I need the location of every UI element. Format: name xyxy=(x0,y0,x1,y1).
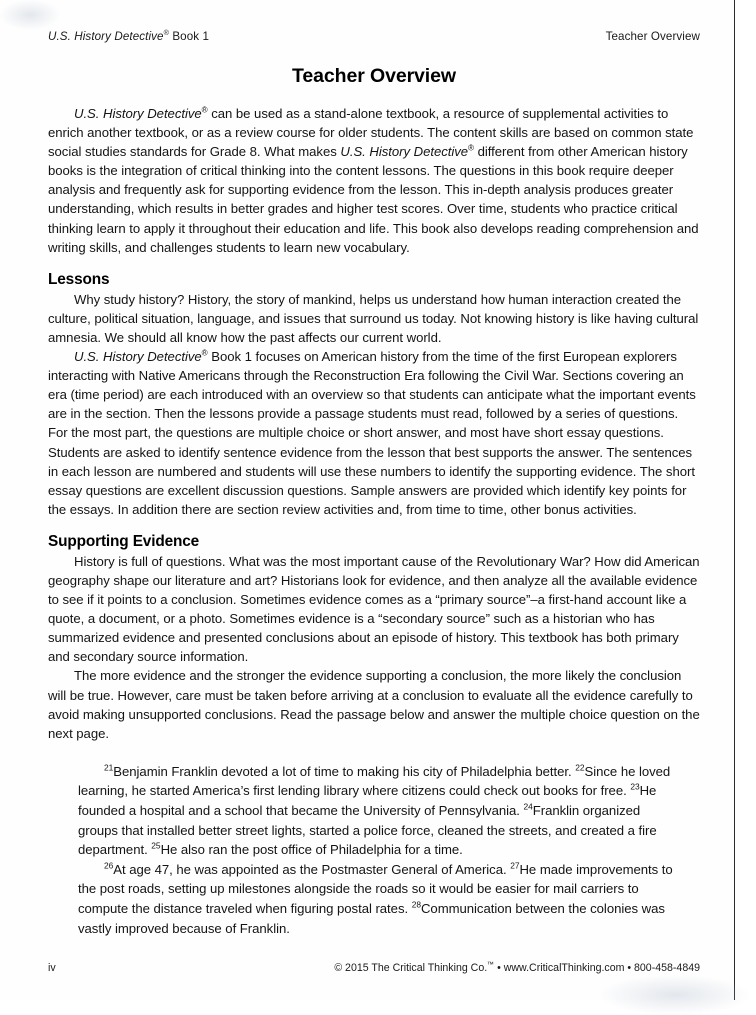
lessons-paragraph-2-text: Book 1 focuses on American history from the time of the first European explorers interacting with Native Americans through the Reconstruction Era following the Civil War. Sections covering an era (time period) are each introduced with an overview so that students can anticipate what the important events are in the section. Then the lessons provide a passage students must read, followed by a series of questions. For the most part, the questions are multiple choice or short answer, and most have short essay questions. Students are asked to identify sentence evidence from the lesson that best supports the answer. The sentences in each lesson are numbered and students will use these numbers to identify the supporting evidence. The short essay questions are excellent discussion questions. Sample answers are provided which identify key points for the essays. In addition there are section review activities and, from time to time, other bonus activities. xyxy=(48,349,696,517)
sentence-text: At age 47, he was appointed as the Postmaster General of America. xyxy=(113,861,511,877)
sentence-text: Benjamin Franklin devoted a lot of time to making his city of Philadelphia better. xyxy=(113,763,576,779)
passage-paragraph-1 xyxy=(78,762,678,860)
running-head-book-title: U.S. History Detective xyxy=(48,30,164,43)
reading-passage xyxy=(78,762,678,938)
intro-paragraph xyxy=(48,104,700,257)
intro-section xyxy=(48,104,700,257)
registered-mark-icon: ® xyxy=(163,28,169,38)
sentence-number: 26 xyxy=(104,860,114,871)
copyright-text: © 2015 The Critical Thinking Co. xyxy=(334,962,488,974)
lessons-paragraph-1: Why study history? History, the story of mankind, helps us understand how human interaction created the culture, political situation, language, and issues that surround us today. Not knowing history is like having cultural amnesia. We should all know how the past affects our current world. xyxy=(48,291,699,345)
copyright-credit xyxy=(334,962,700,974)
sentence-number: 21 xyxy=(104,762,114,773)
supporting-evidence-paragraph-1: History is full of questions. What was the most important cause of the Revolutionary War? How did American geography shape our literature and art? Historians look for evidence, and then analyze all the available evidence to see if it points to a conclusion. Sometimes evidence comes as a “primary source”–a first-hand account like a quote, a document, or a photo. Sometimes evidence is a “secondary source” such as a historian who has summarized evidence and presented conclusions about an episode of history. This textbook has both primary and secondary source information. xyxy=(48,553,700,665)
registered-mark-icon: ® xyxy=(201,105,208,115)
running-head-left xyxy=(48,30,209,43)
intro-text-part-1: can be used as a stand-alone textbook, a resource of supplemental activities to enrich another textbook, or as a review course for older students. The content skills are based on common state social studies standards for Grade 8. What makes xyxy=(48,106,694,160)
trademark-mark-icon: ™ xyxy=(487,961,495,969)
sentence-number: 27 xyxy=(510,860,520,871)
lessons-book-title: U.S. History Detective xyxy=(74,349,202,365)
sentence-number: 22 xyxy=(575,762,585,773)
passage-paragraph-2 xyxy=(78,860,678,938)
sentence-text: He also ran the post office of Philadelphia for a time. xyxy=(160,842,463,858)
page-title: Teacher Overview xyxy=(292,65,456,87)
page-content xyxy=(48,0,700,938)
sentence-text: He founded a hospital and a school that became the University of Pennsylvania. xyxy=(78,783,657,818)
intro-book-title-2: U.S. History Detective xyxy=(340,144,469,160)
intro-text-part-2: different from other American history books is the integration of critical thinking into the content lessons. The questions in this book require deeper analysis and frequently ask for supporting evidence from the lesson. This in-depth analysis produces greater understanding, which results in better grades and higher test scores. Over time, students who practice critical thinking learn to apply it throughout their education and life. This book also develops reading comprehension and writing skills, and challenges students to learn new vocabulary. xyxy=(48,144,699,255)
running-head-right: Teacher Overview xyxy=(605,30,700,43)
sentence-text: Communication between the colonies was vastly improved because of Franklin. xyxy=(78,900,665,936)
sentence-text: Franklin organized groups that installed better street lights, started a police force, cleaned the streets, and created a fire department. xyxy=(78,803,657,858)
running-head xyxy=(48,0,700,43)
supporting-evidence-paragraph-2: The more evidence and the stronger the evidence supporting a conclusion, the more likely the conclusion will be true. However, care must be taken before arriving at a conclusion to evaluate all the evidence carefully to avoid making unsupported conclusions. Read the passage below and answer the multiple choice question on the next page. xyxy=(48,668,700,741)
section-heading-supporting-evidence: Supporting Evidence xyxy=(48,532,200,550)
section-heading-lessons: Lessons xyxy=(48,270,110,288)
running-head-book-number: Book 1 xyxy=(169,30,210,43)
sentence-number: 24 xyxy=(523,801,533,812)
intro-book-title: U.S. History Detective xyxy=(74,106,202,121)
page-number: iv xyxy=(48,962,56,974)
sentence-text: He made improvements to the post roads, setting up milestones alongside the roads so it would be easier for mail carriers to compute the distance traveled when figuring postal rates. xyxy=(78,861,673,916)
sentence-text: Since he loved learning, he started America’s first lending library where citizens could check out books for free. xyxy=(78,763,671,799)
copyright-contact: • www.CriticalThinking.com • 800-458-4849 xyxy=(494,962,700,974)
lessons-paragraph-2 xyxy=(48,347,700,519)
sentence-number: 28 xyxy=(411,899,421,910)
sentence-number: 23 xyxy=(630,782,640,793)
registered-mark-icon: ® xyxy=(201,348,208,358)
sentence-number: 25 xyxy=(151,840,161,851)
registered-mark-icon: ® xyxy=(468,143,474,153)
